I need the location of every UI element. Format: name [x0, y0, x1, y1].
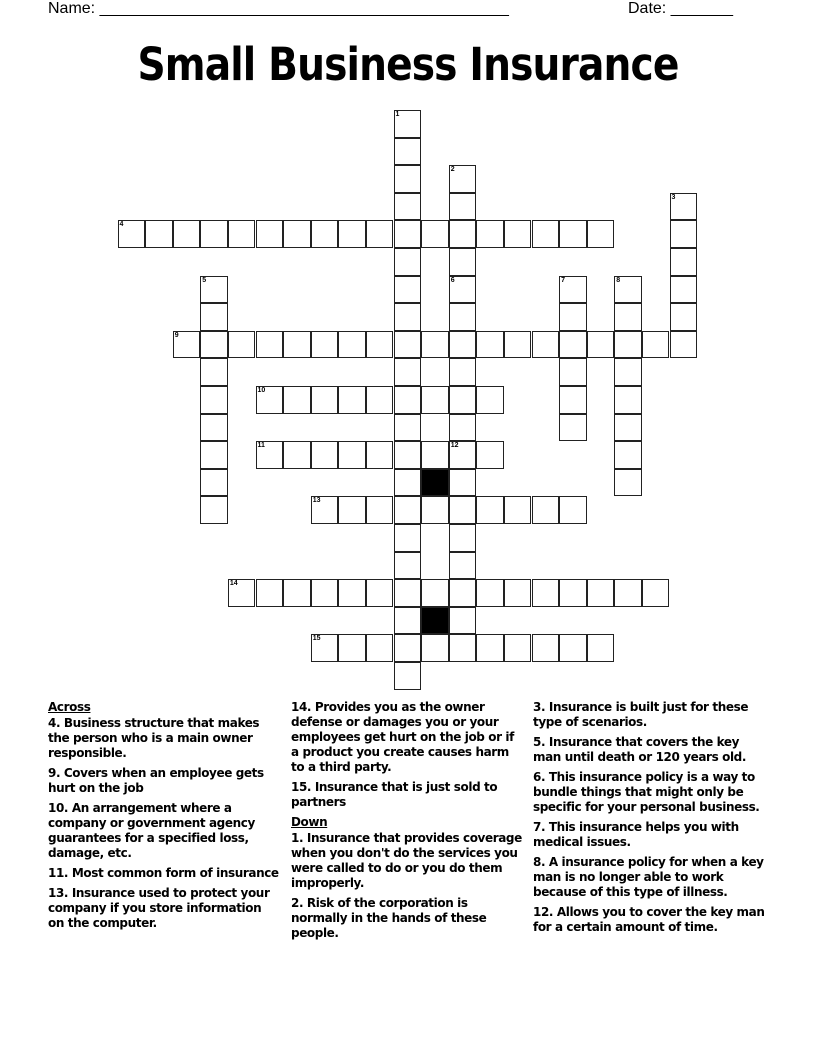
clue-down-12: 12. Allows you to cover the key man for a certain amount of time.: [533, 905, 765, 934]
clue-down-7: 7. This insurance helps you with medical issues.: [533, 820, 739, 849]
grid-cell[interactable]: [394, 303, 422, 331]
grid-cell[interactable]: [394, 138, 422, 166]
grid-cell[interactable]: [642, 331, 670, 359]
grid-cell[interactable]: [228, 579, 256, 607]
grid-cell[interactable]: [311, 331, 339, 359]
grid-cell[interactable]: [504, 220, 532, 248]
across-heading: Across: [48, 700, 91, 714]
grid-cell[interactable]: [449, 524, 477, 552]
grid-cell[interactable]: [559, 496, 587, 524]
grid-cell[interactable]: [421, 496, 449, 524]
grid-cell[interactable]: [559, 634, 587, 662]
clue-down-6: 6. This insurance policy is a way to bundle things that might only be specific for your personal business.: [533, 770, 760, 814]
grid-cell[interactable]: [476, 386, 504, 414]
grid-block: [421, 607, 449, 635]
grid-cell[interactable]: [366, 441, 394, 469]
grid-cell[interactable]: [476, 579, 504, 607]
grid-cell[interactable]: [421, 331, 449, 359]
grid-cell[interactable]: [559, 386, 587, 414]
grid-cell[interactable]: [476, 634, 504, 662]
grid-cell[interactable]: [587, 331, 615, 359]
grid-cell[interactable]: [614, 579, 642, 607]
grid-cell[interactable]: [449, 552, 477, 580]
grid-cell[interactable]: [421, 386, 449, 414]
grid-cell[interactable]: [670, 220, 698, 248]
clues-column-3: [533, 700, 768, 940]
clue-number: 2: [450, 166, 455, 174]
grid-cell[interactable]: [200, 496, 228, 524]
grid-cell[interactable]: [559, 331, 587, 359]
grid-cell[interactable]: [394, 193, 422, 221]
grid-cell[interactable]: [532, 220, 560, 248]
grid-cell[interactable]: [394, 662, 422, 690]
grid-cell[interactable]: [449, 579, 477, 607]
grid-cell[interactable]: [670, 248, 698, 276]
grid-cell[interactable]: [670, 276, 698, 304]
grid-cell[interactable]: [476, 441, 504, 469]
grid-cell[interactable]: [173, 220, 201, 248]
grid-cell[interactable]: [228, 331, 256, 359]
clue-number: 9: [174, 331, 179, 339]
clue-across-10: 10. An arrangement where a company or government agency guarantees for a specified loss, damage, etc.: [48, 801, 255, 860]
grid-cell[interactable]: [366, 496, 394, 524]
grid-cell[interactable]: [449, 441, 477, 469]
grid-cell[interactable]: [283, 579, 311, 607]
grid-cell[interactable]: [311, 579, 339, 607]
grid-cell[interactable]: [449, 165, 477, 193]
grid-cell[interactable]: [394, 524, 422, 552]
grid-cell[interactable]: [614, 303, 642, 331]
grid-cell[interactable]: [338, 496, 366, 524]
grid-cell[interactable]: [256, 386, 284, 414]
grid-cell[interactable]: [532, 579, 560, 607]
clue-across-14: 14. Provides you as the owner defense or damages you or your employees get hurt on the job or if a product you create causes harm to a third party.: [291, 700, 514, 774]
grid-cell[interactable]: [394, 165, 422, 193]
grid-cell[interactable]: [449, 496, 477, 524]
clue-down-2: 2. Risk of the corporation is normally in the hands of these people.: [291, 896, 487, 940]
grid-cell[interactable]: [338, 441, 366, 469]
grid-cell[interactable]: [394, 469, 422, 497]
clue-across-9: 9. Covers when an employee gets hurt on the job: [48, 766, 264, 795]
clue-across-13: 13. Insurance used to protect your company if you store information on the computer.: [48, 886, 270, 930]
grid-cell[interactable]: [256, 220, 284, 248]
grid-cell[interactable]: [200, 469, 228, 497]
clue-down-1: 1. Insurance that provides coverage when you don't do the services you were called to do or you do them improperly.: [291, 831, 522, 890]
grid-cell[interactable]: [394, 220, 422, 248]
grid-cell[interactable]: [614, 276, 642, 304]
grid-cell[interactable]: [338, 220, 366, 248]
clue-across-15: 15. Insurance that is just sold to partners: [291, 780, 498, 809]
grid-cell[interactable]: [228, 220, 256, 248]
clue-number: 7: [561, 276, 565, 284]
grid-cell[interactable]: [614, 414, 642, 442]
grid-cell[interactable]: [338, 386, 366, 414]
grid-cell[interactable]: [587, 634, 615, 662]
grid-cell[interactable]: [476, 220, 504, 248]
grid-cell[interactable]: [200, 331, 228, 359]
grid-cell[interactable]: [449, 358, 477, 386]
clues-column-2: [291, 700, 525, 946]
grid-cell[interactable]: [421, 220, 449, 248]
clue-number: 8: [616, 276, 621, 284]
grid-cell[interactable]: [366, 331, 394, 359]
grid-cell[interactable]: [449, 303, 477, 331]
grid-cell[interactable]: [366, 386, 394, 414]
grid-cell[interactable]: [421, 579, 449, 607]
grid-cell[interactable]: [449, 220, 477, 248]
grid-cell[interactable]: [670, 193, 698, 221]
grid-cell[interactable]: [449, 469, 477, 497]
clue-number: 14: [229, 580, 238, 588]
grid-cell[interactable]: [559, 276, 587, 304]
grid-cell[interactable]: [394, 331, 422, 359]
grid-cell[interactable]: [394, 607, 422, 635]
grid-cell[interactable]: [642, 579, 670, 607]
grid-cell[interactable]: [559, 220, 587, 248]
grid-cell[interactable]: [200, 303, 228, 331]
grid-cell[interactable]: [449, 634, 477, 662]
grid-cell[interactable]: [200, 414, 228, 442]
clue-down-3: 3. Insurance is built just for these type of scenarios.: [533, 700, 749, 729]
grid-cell[interactable]: [670, 303, 698, 331]
grid-cell[interactable]: [394, 248, 422, 276]
grid-cell[interactable]: [200, 276, 228, 304]
grid-cell[interactable]: [338, 634, 366, 662]
grid-cell[interactable]: [614, 386, 642, 414]
grid-cell[interactable]: [532, 496, 560, 524]
grid-cell[interactable]: [311, 634, 339, 662]
grid-cell[interactable]: [504, 634, 532, 662]
clue-down-5: 5. Insurance that covers the key man until death or 120 years old.: [533, 735, 747, 764]
grid-cell[interactable]: [449, 331, 477, 359]
grid-cell[interactable]: [449, 607, 477, 635]
clue-number: 1: [395, 111, 400, 118]
grid-cell[interactable]: [256, 331, 284, 359]
grid-cell[interactable]: [200, 358, 228, 386]
down-heading: Down: [291, 815, 328, 829]
grid-cell[interactable]: [394, 579, 422, 607]
grid-cell[interactable]: [449, 276, 477, 304]
grid-cell[interactable]: [283, 386, 311, 414]
clue-number: 15: [312, 635, 321, 643]
clue-number: 6: [450, 276, 455, 284]
grid-cell[interactable]: [614, 469, 642, 497]
grid-cell[interactable]: [421, 634, 449, 662]
grid-cell[interactable]: [394, 496, 422, 524]
date-field[interactable]: Date: _______: [628, 0, 733, 17]
grid-cell[interactable]: [338, 579, 366, 607]
grid-cell[interactable]: [283, 220, 311, 248]
grid-cell[interactable]: [449, 248, 477, 276]
grid-cell[interactable]: [587, 220, 615, 248]
grid-cell[interactable]: [200, 220, 228, 248]
puzzle-title: Small Business Insurance: [137, 38, 679, 91]
grid-cell[interactable]: [614, 441, 642, 469]
grid-cell[interactable]: [366, 220, 394, 248]
grid-cell[interactable]: [118, 220, 146, 248]
grid-cell[interactable]: [145, 220, 173, 248]
grid-cell[interactable]: [394, 552, 422, 580]
clues-column-1: [48, 700, 280, 936]
grid-cell[interactable]: [476, 496, 504, 524]
grid-cell[interactable]: [338, 331, 366, 359]
grid-cell[interactable]: [311, 220, 339, 248]
clue-number: 5: [202, 276, 207, 284]
grid-cell[interactable]: [559, 579, 587, 607]
clue-across-11: 11. Most common form of insurance: [48, 866, 279, 880]
grid-cell[interactable]: [394, 110, 422, 138]
grid-cell[interactable]: [394, 358, 422, 386]
clue-number: 11: [257, 442, 265, 450]
grid-cell[interactable]: [200, 386, 228, 414]
grid-cell[interactable]: [256, 441, 284, 469]
grid-cell[interactable]: [559, 358, 587, 386]
grid-cell[interactable]: [476, 331, 504, 359]
clue-number: 12: [450, 442, 459, 450]
grid-cell[interactable]: [173, 331, 201, 359]
grid-cell[interactable]: [311, 386, 339, 414]
grid-cell[interactable]: [394, 634, 422, 662]
grid-cell[interactable]: [283, 331, 311, 359]
name-field[interactable]: Name: ______________________________________________: [48, 0, 509, 17]
grid-cell[interactable]: [559, 414, 587, 442]
grid-cell[interactable]: [587, 579, 615, 607]
grid-cell[interactable]: [394, 441, 422, 469]
grid-cell[interactable]: [283, 441, 311, 469]
grid-cell[interactable]: [504, 496, 532, 524]
grid-cell[interactable]: [311, 496, 339, 524]
grid-cell[interactable]: [449, 193, 477, 221]
clue-number: 3: [671, 193, 676, 201]
grid-cell[interactable]: [394, 386, 422, 414]
clue-down-8: 8. A insurance policy for when a key man is no longer able to work because of this type of illness.: [533, 855, 764, 899]
grid-cell[interactable]: [504, 331, 532, 359]
grid-cell[interactable]: [394, 414, 422, 442]
grid-cell[interactable]: [614, 331, 642, 359]
grid-cell[interactable]: [504, 579, 532, 607]
grid-cell[interactable]: [200, 441, 228, 469]
grid-block: [421, 469, 449, 497]
grid-cell[interactable]: [366, 579, 394, 607]
grid-cell[interactable]: [256, 579, 284, 607]
grid-cell[interactable]: [394, 276, 422, 304]
grid-cell[interactable]: [449, 386, 477, 414]
grid-cell[interactable]: [670, 331, 698, 359]
grid-cell[interactable]: [366, 634, 394, 662]
grid-cell[interactable]: [421, 441, 449, 469]
grid-cell[interactable]: [449, 414, 477, 442]
grid-cell[interactable]: [311, 441, 339, 469]
grid-cell[interactable]: [559, 303, 587, 331]
clue-number: 13: [312, 497, 321, 505]
grid-cell[interactable]: [532, 331, 560, 359]
clue-number: 4: [119, 221, 124, 229]
grid-cell[interactable]: [614, 358, 642, 386]
clue-number: 10: [257, 387, 266, 394]
clue-across-4: 4. Business structure that makes the person who is a main owner responsible.: [48, 716, 260, 760]
grid-cell[interactable]: [532, 634, 560, 662]
